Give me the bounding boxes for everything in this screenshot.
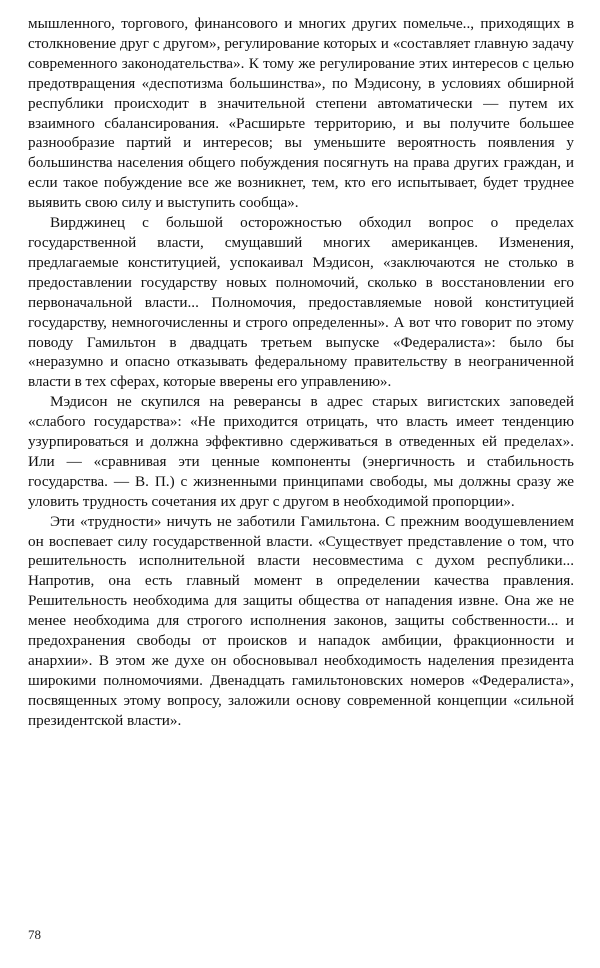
paragraph-3: Мэдисон не скупился на реверансы в адрес старых вигистских заповедей «слабого государства»: «Не приходится отрицать, что власть имеет тенденцию узурпироваться и должна эффективно сдерживаться в отведенных ей пределах». Или — «сравнивая эти ценные компоненты (энергичность и стабильность государства. — В. П.) с жизненными принципами свободы, мы должны сразу же уловить трудность сочетания их друг с другом в необходимой пропорции».	[28, 393, 574, 510]
paragraph-2: Вирджинец с большой осторожностью обходил вопрос о пределах государственной власти, смущавший многих американцев. Изменения, предлагаемые конституцией, успокаивал Мэдисон, «заключаются не столько в предоставлении государству новых полномочий, сколько в восстановлении его первоначальной власти... Полномочия, предоставляемые новой конституцией государству, немногочисленны и строго определенны». А вот что говорит по этому поводу Гамильтон в двадцать третьем выпуске «Федералиста»: было бы «неразумно и опасно отказывать федеральному правительству в неограниченной власти в тех сферах, которые вверены его управлению».	[28, 214, 574, 391]
page-number: 78	[28, 927, 41, 942]
paragraph-4: Эти «трудности» ничуть не заботили Гамильтона. С прежним воодушевлением он воспевает силу государственной власти. «Существует представление о том, что решительность исполнительной власти несовместима с духом республики... Напротив, она есть главный момент в определении качества правления. Решительность необходима для защиты общества от нападения извне. Она же не менее необходима для строгого исполнения законов, защиты собственности... и предохранения свободы от происков и нападок амбиции, фракционности и анархии». В этом же духе он обосновывал необходимость наделения президента широкими полномочиями. Двенадцать гамильтоновских номеров «Федералиста», посвященных этому вопросу, заложили основу современной концепции «сильной президентской власти».	[28, 512, 574, 729]
paragraph-1: мышленного, торгового, финансового и многих других помельче.., приходящих в столкновение друг с другом», регулирование которых и «составляет главную задачу современного законодательства». К тому же регулирование этих интересов с целью предотвращения «деспотизма большинства», по Мэдисону, в условиях обширной республики происходит в значительной степени автоматически — путем их взаимного сбалансирования. «Расширьте территорию, и вы получите большее разнообразие партий и интересов; вы уменьшите вероятность появления у большинства населения общего побуждения посягнуть на права других граждан, и если такое побуждение все же возникнет, тем, кто его испытывает, будет труднее выявить свою силу и выступить сообща».	[28, 15, 574, 212]
page-body	[28, 14, 574, 731]
